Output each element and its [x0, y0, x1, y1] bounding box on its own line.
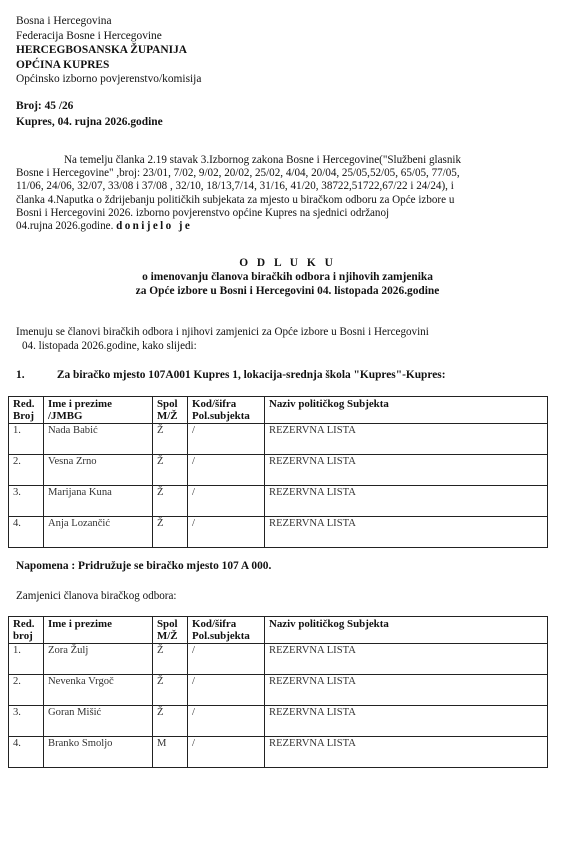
table-row [9, 424, 548, 455]
header-party: Naziv političkog Subjekta [265, 617, 548, 644]
letterhead-federation: Federacija Bosne i Hercegovine [16, 29, 162, 42]
cell-code: / [188, 644, 265, 675]
document-place-date: Kupres, 04. rujna 2026.godine [16, 116, 163, 128]
cell-name: Nevenka Vrgoč [44, 675, 153, 706]
preamble-line: 11/06, 24/06, 32/07, 33/08 i 37/08 , 32/10, 18/13,7/14, 31/16, 41/20, 38722,51722,67/22 i 24/24), i [16, 180, 454, 193]
table-row [9, 675, 548, 706]
cell-sex: Ž [153, 706, 188, 737]
letterhead [16, 14, 201, 87]
cell-sex: Ž [153, 644, 188, 675]
table-header-row [9, 617, 548, 644]
preamble-line: Bosne i Hercegovine" ,broj: 23/01, 7/02, 9/02, 20/02, 25/02, 4/04, 20/04, 25/05,52/05, 65/05, 77/05, [16, 167, 460, 180]
cell-name: Vesna Zrno [44, 455, 153, 486]
cell-party: REZERVNA LISTA [265, 455, 548, 486]
cell-party: REZERVNA LISTA [265, 486, 548, 517]
document-number: Broj: 45 /26 [16, 100, 74, 112]
cell-name: Branko Smoljo [44, 737, 153, 768]
cell-sex: M [153, 737, 188, 768]
table-row [9, 737, 548, 768]
cell-code: / [188, 675, 265, 706]
cell-sex: Ž [153, 486, 188, 517]
cell-name: Anja Lozančić [44, 517, 153, 548]
section-title: Za biračko mjesto 107A001 Kupres 1, lokacija-srednja škola "Kupres"-Kupres: [56, 369, 446, 381]
preamble-line: Na temelju članka 2.19 stavak 3.Izbornog zakona Bosne i Hercegovine("Službeni glasnik [64, 154, 462, 166]
deputies-heading: Zamjenici članova biračkog odbora: [16, 590, 177, 602]
decision-subtitle: o imenovanju članova biračkih odbora i njihovih zamjenika [142, 271, 433, 283]
cell-sex: Ž [153, 455, 188, 486]
table-header-row [9, 397, 548, 424]
section-number: 1. [16, 369, 25, 381]
cell-code: / [188, 737, 265, 768]
legal-preamble [16, 154, 561, 233]
cell-party: REZERVNA LISTA [265, 644, 548, 675]
cell-order: 3. [9, 486, 44, 517]
cell-sex: Ž [153, 675, 188, 706]
header-sex: Spol M/Ž [153, 617, 188, 644]
decision-title: O D L U K U [239, 257, 336, 269]
document-reference [16, 98, 163, 130]
section-heading [16, 369, 446, 381]
table-row [9, 517, 548, 548]
cell-order: 1. [9, 424, 44, 455]
header-code: Kod/šifra Pol.subjekta [188, 617, 265, 644]
decision-subtitle-election: za Opće izbore u Bosni i Hercegovini 04. listopada 2026.godine [135, 285, 440, 297]
cell-party: REZERVNA LISTA [265, 737, 548, 768]
cell-order: 3. [9, 706, 44, 737]
cell-order: 4. [9, 737, 44, 768]
preamble-enacted: donijelo je [116, 220, 193, 233]
cell-order: 4. [9, 517, 44, 548]
cell-party: REZERVNA LISTA [265, 424, 548, 455]
table-row [9, 455, 548, 486]
header-order: Red. broj [9, 617, 44, 644]
cell-code: / [188, 455, 265, 486]
polling-station-note: Napomena : Pridružuje se biračko mjesto 107 A 000. [16, 560, 272, 572]
members-table [8, 396, 548, 548]
cell-code: / [188, 706, 265, 737]
preamble-line: Bosni i Hercegovini 2026. izborno povjerenstvo općine Kupres na sjednici održanoj [16, 206, 390, 219]
header-code: Kod/šifra Pol.subjekta [188, 397, 265, 424]
table-row [9, 644, 548, 675]
letterhead-country: Bosna i Hercegovina [16, 15, 112, 27]
cell-party: REZERVNA LISTA [265, 706, 548, 737]
cell-party: REZERVNA LISTA [265, 517, 548, 548]
paragraph-line: 04. listopada 2026.godine, kako slijedi: [22, 339, 197, 352]
cell-name: Goran Mišić [44, 706, 153, 737]
cell-name: Nada Babić [44, 424, 153, 455]
cell-name: Marijana Kuna [44, 486, 153, 517]
cell-name: Zora Žulj [44, 644, 153, 675]
cell-sex: Ž [153, 424, 188, 455]
cell-party: REZERVNA LISTA [265, 675, 548, 706]
header-party: Naziv političkog Subjekta [265, 397, 548, 424]
preamble-line: članka 4.Naputka o ždrijebanju političkih subjekata za mjesto u biračkom odboru za Opće izbore u [16, 193, 455, 206]
letterhead-county: HERCEGBOSANSKA ŽUPANIJA [16, 44, 187, 57]
cell-sex: Ž [153, 517, 188, 548]
cell-code: / [188, 486, 265, 517]
header-name: Ime i prezime [44, 617, 153, 644]
table-row [9, 706, 548, 737]
deputies-table [8, 616, 548, 768]
header-sex: Spol M/Ž [153, 397, 188, 424]
preamble-line-last [16, 220, 561, 233]
cell-order: 2. [9, 455, 44, 486]
paragraph-line: Imenuju se članovi biračkih odbora i njihovi zamjenici za Opće izbore u Bosni i Hercegovini [16, 326, 429, 338]
preamble-date: 04.rujna 2026.godine. [16, 220, 114, 233]
appointment-paragraph [16, 326, 429, 353]
cell-order: 2. [9, 675, 44, 706]
header-order: Red. Broj [9, 397, 44, 424]
table-row [9, 486, 548, 517]
header-name: Ime i prezime /JMBG [44, 397, 153, 424]
letterhead-municipality: OPĆINA KUPRES [16, 58, 110, 71]
cell-code: / [188, 424, 265, 455]
cell-code: / [188, 517, 265, 548]
cell-order: 1. [9, 644, 44, 675]
letterhead-commission: Općinsko izborno povjerenstvo/komisija [16, 73, 202, 86]
